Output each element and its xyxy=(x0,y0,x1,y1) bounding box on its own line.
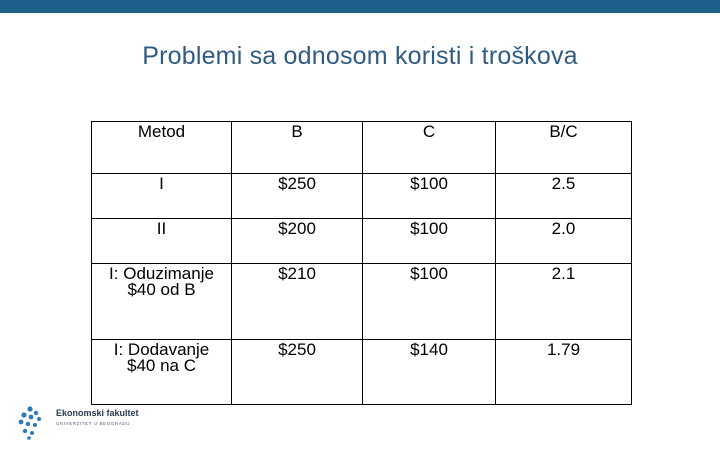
table-cell-bc: 1.79 xyxy=(496,340,632,405)
top-accent-bar xyxy=(0,0,720,13)
table-cell-b: $210 xyxy=(232,264,363,340)
table-cell-metod: I: Oduzimanje $40 od B xyxy=(92,264,232,340)
header-cell-b: B xyxy=(232,122,363,174)
table-cell-c: $100 xyxy=(363,264,496,340)
table-cell-metod: II xyxy=(92,219,232,264)
table-cell-c: $100 xyxy=(363,174,496,219)
table-row xyxy=(92,174,632,219)
faculty-logo xyxy=(18,406,158,440)
table-cell-bc: 2.0 xyxy=(496,219,632,264)
table-cell-b: $250 xyxy=(232,174,363,219)
header-cell-bc: B/C xyxy=(496,122,632,174)
logo-subtitle: UNIVERZITET U BEOGRADU xyxy=(56,421,131,426)
table-header-row xyxy=(92,122,632,174)
table-row xyxy=(92,219,632,264)
table-cell-bc: 2.1 xyxy=(496,264,632,340)
header-cell-metod: Metod xyxy=(92,122,232,174)
slide-title: Problemi sa odnosom koristi i troškova xyxy=(142,42,578,70)
table-cell-c: $100 xyxy=(363,219,496,264)
dot-cluster-logo-icon xyxy=(18,406,52,440)
table-cell-c: $140 xyxy=(363,340,496,405)
table-cell-metod: I xyxy=(92,174,232,219)
table-row xyxy=(92,264,632,340)
table-cell-bc: 2.5 xyxy=(496,174,632,219)
table-row xyxy=(92,340,632,405)
header-cell-c: C xyxy=(363,122,496,174)
logo-name: Ekonomski fakultet xyxy=(56,408,139,418)
table-cell-metod: I: Dodavanje $40 na C xyxy=(92,340,232,405)
table-cell-b: $200 xyxy=(232,219,363,264)
table-cell-b: $250 xyxy=(232,340,363,405)
benefit-cost-table xyxy=(91,121,632,405)
